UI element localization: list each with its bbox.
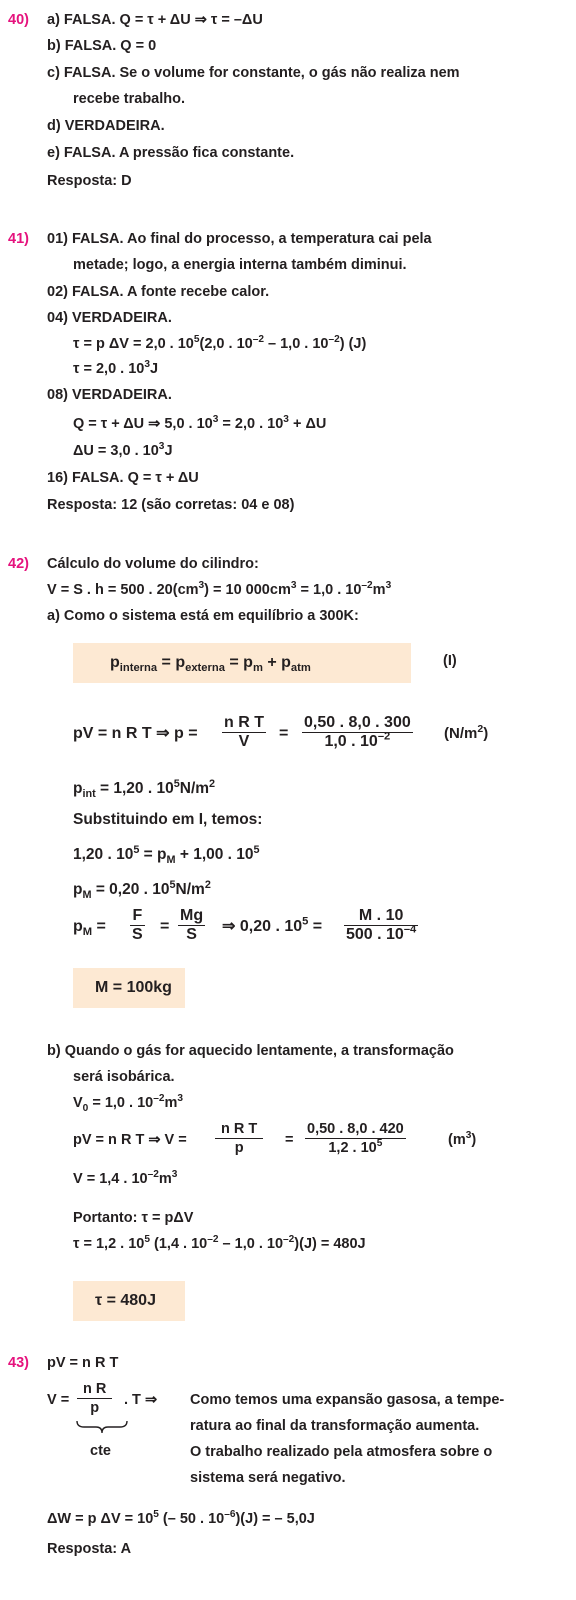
equation-pm-force: $p_M$ = <box>73 918 106 939</box>
equals-sign: = <box>279 725 289 742</box>
fraction-volume-values: 0,50 . 8,0 . 420 1,2 . $10^5$ <box>307 1121 404 1156</box>
question-number-42: 42) <box>8 556 29 572</box>
fraction-pressure-values: 0,50 . 8,0 . 300 1,0 . $10^{-2}$ <box>304 714 411 750</box>
item-c: c) FALSA. Se o volume for constante, o gás não realiza nem <box>47 65 460 81</box>
fraction-f-s: F S <box>132 907 143 943</box>
equation-pv-lhs: pV = n R T ⇒ p = <box>73 725 198 742</box>
item-b-intro: b) Quando o gás for aquecido lentamente, a transformação <box>47 1043 454 1059</box>
answer-43: Resposta: A <box>47 1541 132 1557</box>
fraction-nr-p: n R p <box>77 1380 112 1417</box>
section-title: Cálculo do volume do cilindro: <box>47 556 259 572</box>
equation-ideal-gas: pV = n R T <box>47 1355 119 1371</box>
equation-dw: ΔW = p $\Delta V = 10^5$ (– 50 . $10^{-6})(J)$ = – 5,0J <box>47 1509 315 1527</box>
answer-40: Resposta: D <box>47 173 132 189</box>
label-constant: cte <box>90 1443 111 1459</box>
equation-label-I: (I) <box>443 653 457 669</box>
fraction-mass: M . 10 500 . $10^{-4}$ <box>346 907 417 943</box>
equation-pm: $p_M = 0,20$ . $10^5N/m^2$ <box>73 878 211 902</box>
item-16: 16) FALSA. Q = τ + ΔU <box>47 470 199 486</box>
explanation-line-2: ratura ao final da transformação aumenta. <box>190 1418 480 1434</box>
equation-pressure-balance: $p_{interna} = p_{externa} = p_m + p_{atm}$ <box>110 654 311 675</box>
equation-pm-value: ⇒ 0,20 . $10^5$ = <box>222 915 323 935</box>
equation-q: Q = τ + ΔU ⇒ 5,0 . $10^3 = 2,0$ . $10^3 + \Delta U$ <box>73 414 327 432</box>
explanation-line-4: sistema será negativo. <box>190 1470 346 1486</box>
equation-v0: $V_0 = 1,0$ . $10^{-2}m^3$ <box>73 1093 184 1114</box>
equation-work: τ = 1,2 . $10^5$ (1,4 . $10^{-2} - 1,0$ . $10^{-2})(J) = 480J$ <box>73 1234 366 1252</box>
item-a-intro: a) Como o sistema está em equilíbrio a 300K: <box>47 608 359 624</box>
equation-v: V = 1,4 . $10^{-2}m^3$ <box>73 1169 178 1187</box>
equation-v-rhs: . T ⇒ <box>124 1392 158 1408</box>
question-number-41: 41) <box>8 231 29 247</box>
item-08: 08) VERDADEIRA. <box>47 387 172 403</box>
item-c-cont: recebe trabalho. <box>73 91 186 107</box>
equation-volume: V = S . h = 500 . $20(cm^3) = 10$ $000cm^3 = 1,0$ . $10^{-2}m^3$ <box>47 580 392 598</box>
item-a: a) FALSA. Q = τ + ΔU ⇒ τ = –ΔU <box>47 12 263 28</box>
item-02: 02) FALSA. A fonte recebe calor. <box>47 284 270 300</box>
equation-pint: $p_{int} = 1,20$ . $10^5N/m^2$ <box>73 777 216 801</box>
question-number-43: 43) <box>8 1355 29 1371</box>
item-b: b) FALSA. Q = 0 <box>47 38 157 54</box>
substitution-text: Substituindo em I, temos: <box>73 811 263 828</box>
item-b-intro-cont: será isobárica. <box>73 1069 175 1085</box>
fraction-mg-s: Mg S <box>180 907 204 943</box>
fraction-nrt-p: n R T p <box>215 1120 263 1157</box>
equation-du: ΔU = 3,0 . $10^3J$ <box>73 441 173 459</box>
item-01: 01) FALSA. Ao final do processo, a temperatura cai pela <box>47 231 432 247</box>
item-d: d) VERDADEIRA. <box>47 118 165 134</box>
result-work: τ = 480J <box>95 1292 156 1309</box>
item-04: 04) VERDADEIRA. <box>47 310 172 326</box>
question-number-40: 40) <box>8 12 29 28</box>
explanation-line-1: Como temos uma expansão gasosa, a tempe- <box>190 1392 505 1408</box>
equation-tau-result: τ = 2,0 . $10^3J$ <box>73 359 159 377</box>
equals-sign: = <box>160 918 170 935</box>
result-mass: M = 100kg <box>95 979 172 996</box>
fraction-nrt-v: n R T V <box>224 714 264 750</box>
unit-pressure: $(N/m^2)$ <box>444 723 489 742</box>
item-01-cont: metade; logo, a energia interna também diminui. <box>73 257 407 273</box>
explanation-line-3: O trabalho realizado pela atmosfera sobre o <box>190 1444 493 1460</box>
equation-substituted: 1,20 . $10^5 = p_M + 1,00$ . $10^5$ <box>73 843 260 867</box>
equation-tau: τ = p ΔV = 2,0 . $10^5(2,0$ . $10^{-2} - 1,0$ . $10^{-2}$) (J) <box>73 334 367 352</box>
unit-volume: $(m^3)$ <box>448 1130 477 1148</box>
equation-pv2-lhs: pV = n R T ⇒ V = <box>73 1132 187 1148</box>
item-e: e) FALSA. A pressão fica constante. <box>47 145 295 161</box>
equation-v-lhs: V = <box>47 1392 70 1408</box>
equals-sign: = <box>285 1132 294 1148</box>
therefore-text: Portanto: τ = pΔV <box>73 1210 194 1226</box>
underbrace <box>76 1420 128 1434</box>
answer-41: Resposta: 12 (são corretas: 04 e 08) <box>47 497 295 513</box>
